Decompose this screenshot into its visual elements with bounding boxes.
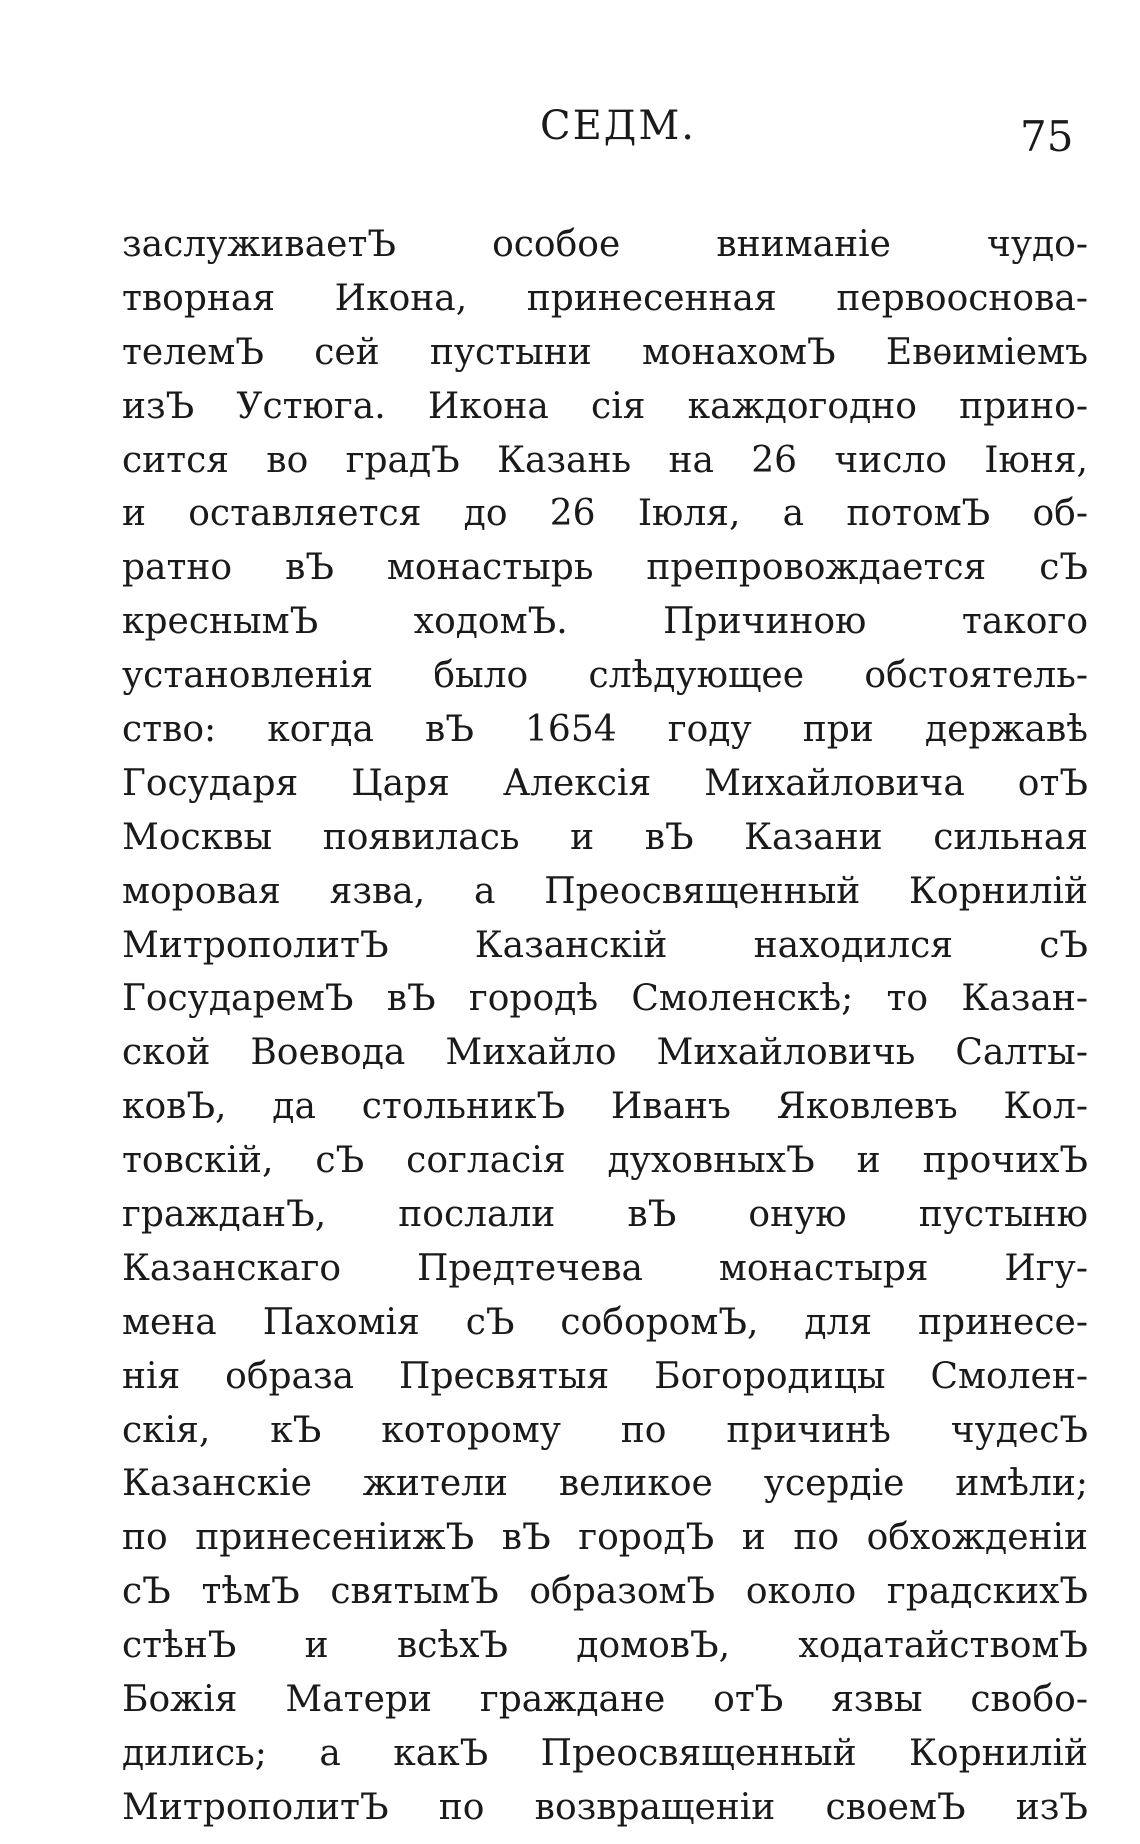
text-line: нія образа Пресвятыя Богородицы Смолен-	[122, 1355, 1088, 1397]
text-line: дились; а какЪ Преосвященный Корнилій	[122, 1732, 1088, 1774]
text-line: креснымЪ ходомЪ. Причиною такого	[122, 601, 1088, 643]
text-line: Божія Матери граждане отЪ язвы свобо-	[122, 1679, 1088, 1721]
text-line: телемЪ сей пустыни монахомЪ Евѳиміемъ	[122, 331, 1088, 373]
text-line: Государя Царя Алексія Михайловича отЪ	[122, 762, 1088, 804]
text-line: ство: когда вЪ 1654 году при державѣ	[122, 709, 1088, 751]
text-line: по принесеніижЪ вЪ городЪ и по обхожденіи	[122, 1517, 1088, 1559]
text-line: МитрополитЪ Казанскій находился сЪ	[122, 924, 1088, 966]
text-line: творная Икона, принесенная первооснова-	[122, 277, 1088, 319]
text-line: стѣнЪ и всѣхЪ домовЪ, ходатайствомЪ	[122, 1625, 1088, 1667]
text-line: Казанскаго Предтечева монастыря Игу-	[122, 1247, 1088, 1289]
body-text	[122, 218, 1088, 1835]
text-line: ГосударемЪ вЪ городѣ Смоленскѣ; то Казан-	[122, 978, 1088, 1020]
text-line: моровая язва, а Преосвященный Корнилій	[122, 870, 1088, 912]
text-line: МитрополитЪ по возвращеніи своемЪ изЪ	[122, 1786, 1088, 1828]
page-number: 75	[1020, 112, 1074, 161]
text-line: Казанскіе жители великое усердіе имѣли;	[122, 1463, 1088, 1505]
text-line: ратно вЪ монастырь препровождается сЪ	[122, 547, 1088, 589]
text-line: установленія было слѣдующее обстоятель-	[122, 655, 1088, 697]
text-line: товскій, сЪ согласія духовныхЪ и прочихЪ	[122, 1140, 1088, 1182]
text-line: скія, кЪ которому по причинѣ чудесЪ	[122, 1409, 1088, 1451]
text-line: изЪ Устюга. Икона сія каждогодно прино-	[122, 385, 1088, 427]
running-header: СЕДМ.	[540, 103, 696, 149]
text-line: сится во градЪ Казань на 26 число Іюня,	[122, 439, 1088, 481]
text-line: ковЪ, да стольникЪ Иванъ Яковлевъ Кол-	[122, 1086, 1088, 1128]
text-line: сЪ тѣмЪ святымЪ образомЪ около градскихЪ	[122, 1571, 1088, 1613]
text-line: мена Пахомія сЪ соборомЪ, для принесе-	[122, 1301, 1088, 1343]
text-line: ской Воевода Михайло Михайловичь Салты-	[122, 1032, 1088, 1074]
text-line: Москвы появилась и вЪ Казани сильная	[122, 816, 1088, 858]
text-line: и оставляется до 26 Іюля, а потомЪ об-	[122, 493, 1088, 535]
text-line: гражданЪ, послали вЪ оную пустыню	[122, 1194, 1088, 1236]
text-line: заслуживаетЪ особое вниманіе чудо-	[122, 224, 1088, 265]
